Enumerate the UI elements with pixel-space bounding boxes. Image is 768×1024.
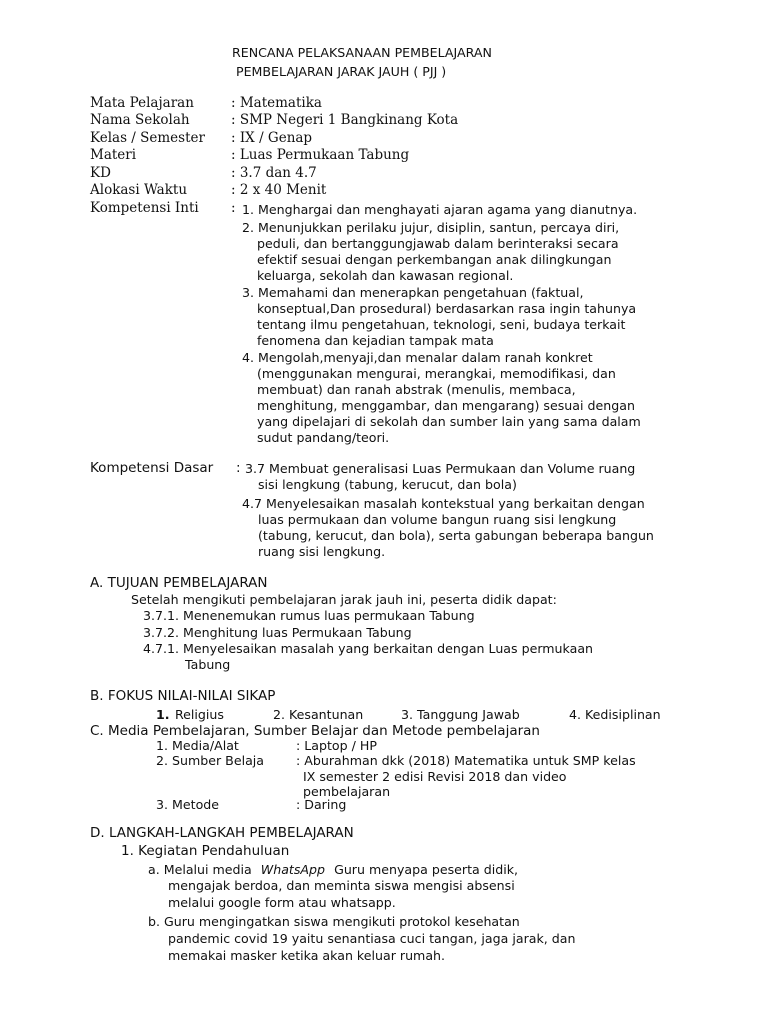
attitude-item: 3. Tanggung Jawab bbox=[401, 707, 520, 722]
objective-item: 3.7.1. Menenemukan rumus luas permukaan Tabung bbox=[143, 608, 475, 623]
ki-line: yang dipelajari di sekolah dan sumber lain yang sama dalam bbox=[257, 414, 641, 429]
identity-value: : SMP Negeri 1 Bangkinang Kota bbox=[231, 112, 459, 128]
media-label: 1. Media/Alat bbox=[156, 738, 239, 753]
source-value-continuation: IX semester 2 edisi Revisi 2018 dan video bbox=[303, 769, 567, 784]
ki-line: menghitung, menggambar, dan mengarang) sesuai dengan bbox=[257, 398, 635, 413]
source-value-continuation: pembelajaran bbox=[303, 784, 391, 799]
identity-label: Alokasi Waktu bbox=[90, 182, 188, 198]
ki-line: (menggunakan mengurai, merangkai, memodifikasi, dan bbox=[257, 366, 616, 381]
identity-label: Kelas / Semester bbox=[90, 130, 205, 146]
step-a-line-1 bbox=[148, 862, 518, 877]
kd-line: ruang sisi lengkung. bbox=[258, 544, 386, 559]
identity-label: Mata Pelajaran bbox=[90, 95, 194, 111]
ki-line: 3. Memahami dan menerapkan pengetahuan (faktual, bbox=[242, 285, 584, 300]
section-a-heading: A. TUJUAN PEMBELAJARAN bbox=[90, 575, 268, 591]
identity-value: : bbox=[231, 200, 236, 216]
step-a-prefix: a. Melalui media bbox=[148, 862, 252, 877]
ki-line: peduli, dan bertanggungjawab dalam berinteraksi secara bbox=[257, 236, 619, 251]
objective-item-continuation: Tabung bbox=[185, 657, 231, 672]
ki-line: keluarga, sekolah dan kawasan regional. bbox=[257, 268, 514, 283]
identity-label: Nama Sekolah bbox=[90, 112, 190, 128]
kd-line: 4.7 Menyelesaikan masalah kontekstual yang berkaitan dengan bbox=[242, 496, 645, 511]
attitude-item: 4. Kedisiplinan bbox=[569, 707, 661, 722]
source-value: : Aburahman dkk (2018) Matematika untuk SMP kelas bbox=[296, 753, 636, 768]
kd-line: sisi lengkung (tabung, kerucut, dan bola) bbox=[258, 477, 517, 492]
identity-value: : Matematika bbox=[231, 95, 322, 111]
kd-line: luas permukaan dan volume bangun ruang sisi lengkung bbox=[258, 512, 617, 527]
section-a-intro: Setelah mengikuti pembelajaran jarak jauh ini, peserta didik dapat: bbox=[131, 592, 557, 607]
kd-line: (tabung, kerucut, dan bola), serta gabungan beberapa bangun bbox=[258, 528, 654, 543]
identity-value: : 2 x 40 Menit bbox=[231, 182, 327, 198]
method-value: : Daring bbox=[296, 797, 347, 812]
source-label: 2. Sumber Belaja bbox=[156, 753, 265, 768]
attitude-item: 2. Kesantunan bbox=[273, 707, 364, 722]
ki-line: konseptual,Dan prosedural) berdasarkan rasa ingin tahunya bbox=[257, 301, 637, 316]
kd-separator: : bbox=[236, 460, 241, 476]
step-a-rest: Guru menyapa peserta didik, bbox=[334, 862, 519, 877]
whatsapp-term: WhatsApp bbox=[260, 862, 326, 877]
identity-label: Kompetensi Inti bbox=[90, 200, 199, 216]
ki-line: efektif sesuai dengan perkembangan anak dilingkungan bbox=[257, 252, 612, 267]
identity-value: : Luas Permukaan Tabung bbox=[231, 147, 410, 163]
objective-item: 3.7.2. Menghitung luas Permukaan Tabung bbox=[143, 625, 412, 640]
method-label: 3. Metode bbox=[156, 797, 220, 812]
kd-line: 3.7 Membuat generalisasi Luas Permukaan dan Volume ruang bbox=[245, 461, 636, 476]
identity-label: KD bbox=[90, 165, 111, 181]
kd-label: Kompetensi Dasar bbox=[90, 460, 214, 476]
objective-item: 4.7.1. Menyelesaikan masalah yang berkaitan dengan Luas permukaan bbox=[143, 641, 594, 656]
title-line-2: PEMBELAJARAN JARAK JAUH ( PJJ ) bbox=[236, 64, 447, 79]
step-a-line-2: mengajak berdoa, dan meminta siswa mengisi absensi bbox=[168, 878, 515, 893]
identity-value: : 3.7 dan 4.7 bbox=[231, 165, 317, 181]
identity-value: : IX / Genap bbox=[231, 130, 313, 146]
ki-line: sudut pandang/teori. bbox=[257, 430, 390, 445]
ki-line: fenomena dan kejadian tampak mata bbox=[257, 333, 494, 348]
ki-line: membuat) dan ranah abstrak (menulis, membaca, bbox=[257, 382, 576, 397]
ki-line: 2. Menunjukkan perilaku jujur, disiplin, santun, percaya diri, bbox=[242, 220, 620, 235]
step-a-line-3: melalui google form atau whatsapp. bbox=[168, 895, 396, 910]
ki-line: 4. Mengolah,menyaji,dan menalar dalam ranah konkret bbox=[242, 350, 593, 365]
attitude-number: 1. bbox=[156, 707, 170, 722]
step-b-line-3: memakai masker ketika akan keluar rumah. bbox=[168, 948, 446, 963]
attitude-item: Religius bbox=[175, 707, 224, 722]
section-d-heading: D. LANGKAH-LANGKAH PEMBELAJARAN bbox=[90, 825, 354, 841]
step-b-line-1: b. Guru mengingatkan siswa mengikuti protokol kesehatan bbox=[148, 914, 520, 929]
ki-line: tentang ilmu pengetahuan, teknologi, seni, budaya terkait bbox=[257, 317, 626, 332]
ki-line: 1. Menghargai dan menghayati ajaran agama yang dianutnya. bbox=[242, 202, 638, 217]
section-c-heading: C. Media Pembelajaran, Sumber Belajar dan Metode pembelajaran bbox=[90, 723, 540, 739]
media-value: : Laptop / HP bbox=[296, 738, 377, 753]
step-b-line-2: pandemic covid 19 yaitu senantiasa cuci tangan, jaga jarak, dan bbox=[168, 931, 576, 946]
identity-label: Materi bbox=[90, 147, 137, 163]
section-b-heading: B. FOKUS NILAI-NILAI SIKAP bbox=[90, 688, 276, 704]
activity-subheading: 1. Kegiatan Pendahuluan bbox=[121, 843, 290, 859]
title-line-1: RENCANA PELAKSANAAN PEMBELAJARAN bbox=[232, 45, 492, 60]
